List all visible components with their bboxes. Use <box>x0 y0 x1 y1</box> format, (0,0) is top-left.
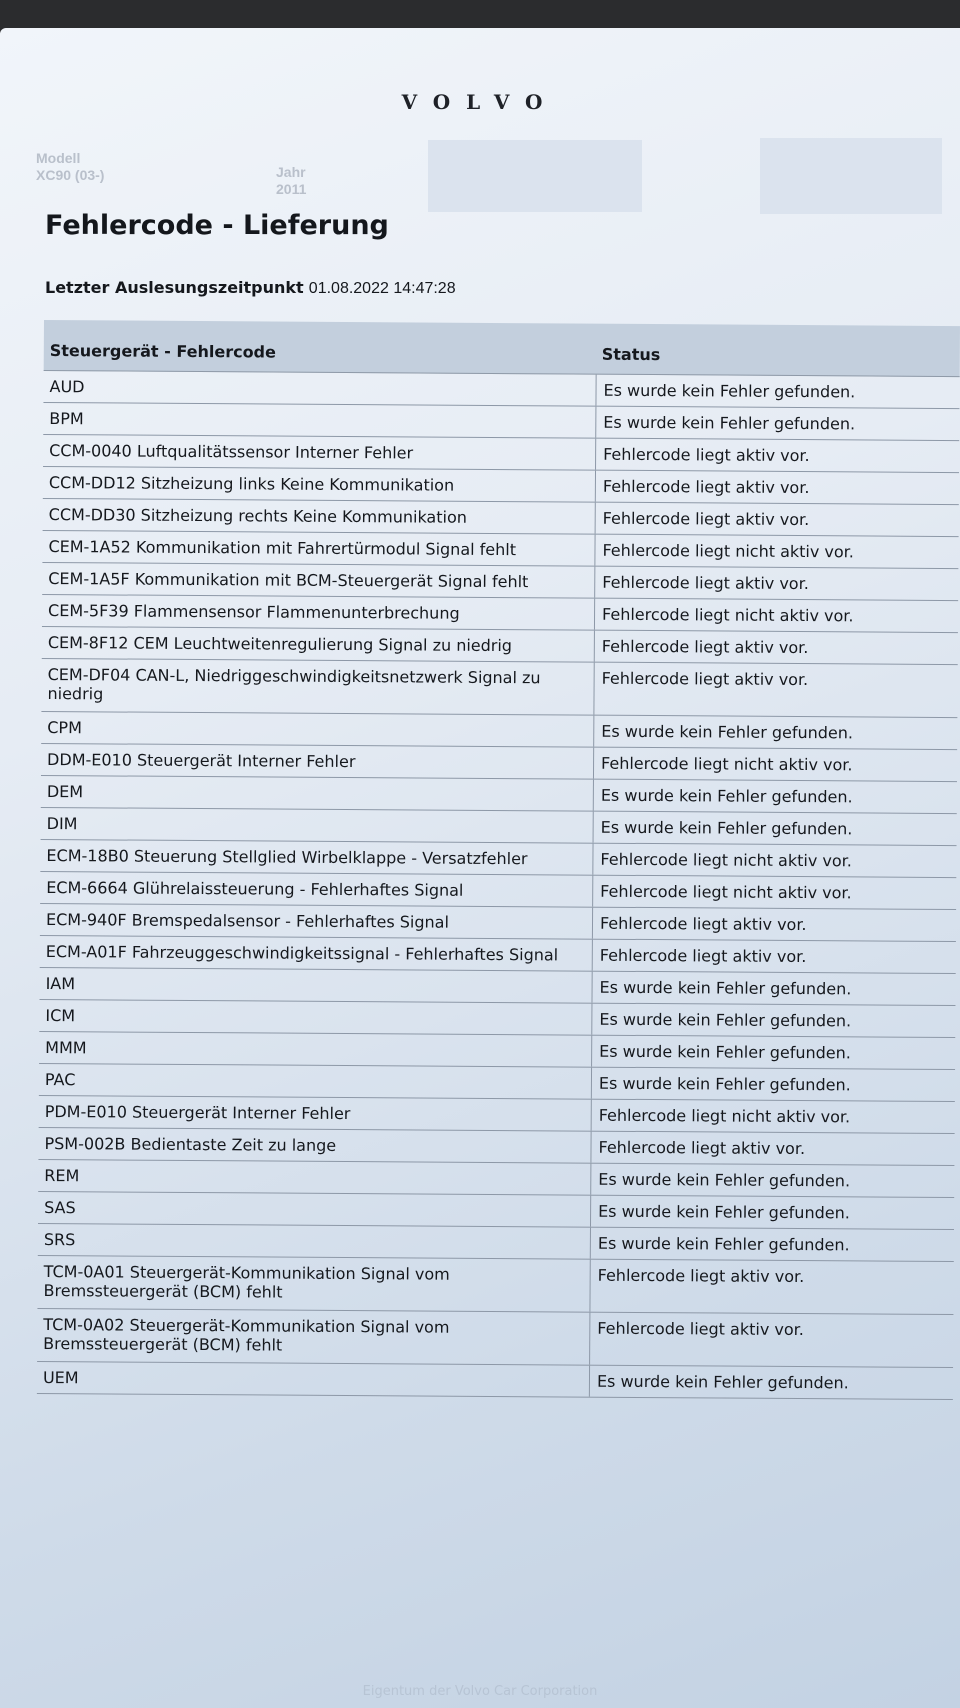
status-cell: Fehlercode liegt aktiv vor. <box>595 471 959 504</box>
status-cell: Es wurde kein Fehler gefunden. <box>591 1068 955 1101</box>
fault-code-cell: IAM <box>45 974 76 994</box>
fault-code-cell: ECM-18B0 Steuerung Stellglied Wirbelklappe - Versatzfehler <box>46 846 528 869</box>
fault-code-table <box>37 320 960 1400</box>
status-cell: Es wurde kein Fehler gefunden. <box>590 1164 954 1197</box>
header-fault-code: Steuergerät - Fehlercode <box>49 341 276 362</box>
table-body <box>37 371 960 1400</box>
redacted-area-1 <box>428 140 642 212</box>
fault-code-cell: CPM <box>47 718 82 738</box>
status-cell: Fehlercode liegt nicht aktiv vor. <box>592 876 956 909</box>
year-block <box>276 164 306 198</box>
status-cell: Fehlercode liegt aktiv vor. <box>595 439 959 472</box>
page-title: Fehlercode - Lieferung <box>45 210 389 241</box>
fault-code-cell: CEM-5F39 Flammensensor Flammenunterbrechung <box>48 601 460 623</box>
status-cell: Es wurde kein Fehler gefunden. <box>595 407 959 440</box>
fault-code-cell: CEM-DF04 CAN-L, Niedriggeschwindigkeitsnetzwerk Signal zu niedrig <box>47 665 541 704</box>
status-cell: Fehlercode liegt aktiv vor. <box>592 940 956 973</box>
table-row <box>37 1309 953 1368</box>
status-cell: Fehlercode liegt nicht aktiv vor. <box>594 599 958 632</box>
table-row <box>37 1256 953 1315</box>
model-block <box>36 150 104 184</box>
fault-code-cell: BPM <box>49 409 84 429</box>
fault-code-cell: PSM-002B Bedientaste Zeit zu lange <box>44 1134 337 1155</box>
status-cell: Fehlercode liegt nicht aktiv vor. <box>593 748 957 781</box>
model-label: Modell <box>36 150 81 166</box>
fault-code-cell: TCM-0A01 Steuergerät-Kommunikation Signal vom Bremssteuergerät (BCM) fehlt <box>43 1262 450 1302</box>
status-cell: Es wurde kein Fehler gefunden. <box>589 1366 953 1399</box>
fault-code-cell: TCM-0A02 Steuergerät-Kommunikation Signal vom Bremssteuergerät (BCM) fehlt <box>43 1315 450 1355</box>
year-label: Jahr <box>276 164 306 180</box>
fault-code-cell: CCM-DD12 Sitzheizung links Keine Kommunikation <box>48 473 455 495</box>
status-cell: Fehlercode liegt nicht aktiv vor. <box>592 844 956 877</box>
readout-timestamp <box>45 278 456 298</box>
fault-code-cell: REM <box>44 1166 80 1186</box>
status-cell: Fehlercode liegt aktiv vor. <box>589 1260 953 1314</box>
status-cell: Es wurde kein Fehler gefunden. <box>595 375 959 408</box>
status-cell: Es wurde kein Fehler gefunden. <box>593 716 957 749</box>
status-cell: Es wurde kein Fehler gefunden. <box>593 780 957 813</box>
readout-label: Letzter Auslesungszeitpunkt <box>45 278 304 297</box>
table-row <box>37 1362 953 1400</box>
table-row <box>41 659 957 718</box>
year-value: 2011 <box>276 181 307 197</box>
fault-code-cell: CEM-1A5F Kommunikation mit BCM-Steuergerät Signal fehlt <box>48 569 529 592</box>
readout-value: 01.08.2022 14:47:28 <box>308 280 456 297</box>
status-cell: Fehlercode liegt aktiv vor. <box>593 663 957 717</box>
fault-code-cell: CCM-0040 Luftqualitätssensor Interner Fehler <box>49 441 414 463</box>
fault-code-cell: CEM-1A52 Kommunikation mit Fahrertürmodul Signal fehlt <box>48 537 517 560</box>
document-page <box>0 28 960 1708</box>
fault-code-cell: DDM-E010 Steuergerät Interner Fehler <box>47 750 356 772</box>
status-cell: Es wurde kein Fehler gefunden. <box>590 1196 954 1229</box>
status-cell: Fehlercode liegt aktiv vor. <box>592 908 956 941</box>
model-value: XC90 (03-) <box>36 167 105 183</box>
fault-code-cell: PAC <box>44 1070 76 1090</box>
header-status: Status <box>601 344 661 365</box>
status-cell: Es wurde kein Fehler gefunden. <box>591 1036 955 1069</box>
status-cell: Es wurde kein Fehler gefunden. <box>591 972 955 1005</box>
table-header <box>44 320 960 377</box>
fault-code-cell: AUD <box>49 377 85 397</box>
fault-code-cell: CEM-8F12 CEM Leuchtweitenregulierung Signal zu niedrig <box>47 633 513 656</box>
fault-code-cell: SRS <box>43 1230 76 1250</box>
redacted-area-2 <box>760 138 942 214</box>
status-cell: Es wurde kein Fehler gefunden. <box>590 1228 954 1261</box>
status-cell: Fehlercode liegt aktiv vor. <box>589 1313 953 1367</box>
fault-code-cell: ECM-A01F Fahrzeuggeschwindigkeitssignal - Fehlerhaftes Signal <box>45 942 559 965</box>
fault-code-cell: ECM-6664 Glührelaissteuerung - Fehlerhaftes Signal <box>46 878 464 900</box>
fault-code-cell: UEM <box>42 1368 79 1388</box>
fault-code-cell: SAS <box>44 1198 76 1218</box>
status-cell: Es wurde kein Fehler gefunden. <box>593 812 957 845</box>
fault-code-cell: ECM-940F Bremspedalsensor - Fehlerhaftes Signal <box>45 910 449 932</box>
fault-code-cell: MMM <box>45 1038 87 1058</box>
status-cell: Fehlercode liegt aktiv vor. <box>594 631 958 664</box>
footer-text: Eigentum der Volvo Car Corporation <box>362 1684 598 1699</box>
status-cell: Fehlercode liegt nicht aktiv vor. <box>594 535 958 568</box>
status-cell: Fehlercode liegt aktiv vor. <box>594 567 958 600</box>
fault-code-cell: PDM-E010 Steuergerät Interner Fehler <box>44 1102 351 1124</box>
fault-code-cell: DEM <box>46 782 84 802</box>
status-cell: Fehlercode liegt aktiv vor. <box>595 503 959 536</box>
status-cell: Fehlercode liegt aktiv vor. <box>590 1132 954 1165</box>
fault-code-cell: DIM <box>46 814 78 834</box>
volvo-logo: VOLVO <box>401 90 559 114</box>
fault-code-cell: CCM-DD30 Sitzheizung rechts Keine Kommunikation <box>48 505 467 527</box>
status-cell: Fehlercode liegt nicht aktiv vor. <box>591 1100 955 1133</box>
status-cell: Es wurde kein Fehler gefunden. <box>591 1004 955 1037</box>
fault-code-cell: ICM <box>45 1006 76 1026</box>
